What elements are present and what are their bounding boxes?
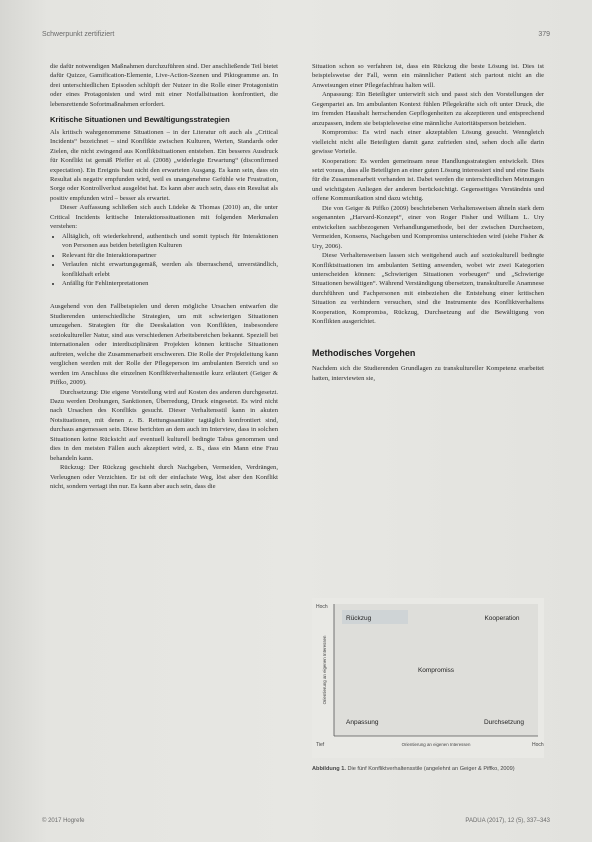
y-axis-title: Orientierung an eigenen Interessen	[322, 635, 327, 705]
paragraph: Rückzug: Der Rückzug geschieht durch Nachgeben, Vermeiden, Verdrängen, Verleugnen oder Verzichten. Er ist oft der einfachste Weg, löst aber den Konflikt nicht, sondern vertagt ihn nur. Es kann aber auch sein, dass die	[50, 464, 278, 491]
paragraph: Als kritisch wahrgenommene Situationen – in der Literatur oft auch als „Critical Incidents“ bezeichnet – sind Konflikte zwischen Kulturen, Werten, Standards oder Zielen, die nicht zwingend aus Konfliktsituationen entstehen. Ein besseres Ausdruck für Konflikt ist gemäß Pfeffer et al. (2008) „widerlegte Erwartung“ (disconfirmed expectation). Ein Ereignis baut nicht den erwarteten Ausgang. Es kann sein, dass ein Resultat als negativ empfunden wird, weil es unangenehme Gefühle wie Frustration, Sorge oder Kontrollverlust ausgelöst hat. Es kann aber auch sein, dass ein Resultat als positiv empfunden wird – besser als erwartet.	[50, 128, 278, 202]
list-item: • Relevant für die Interaktionspartner	[62, 251, 278, 260]
durchsetzung-label: Durchsetzung	[483, 719, 525, 726]
footer-publisher: © 2017 Hogrefe	[42, 818, 85, 824]
spacer	[312, 327, 544, 349]
paragraph: Situation schon so verfahren ist, dass ein Rückzug die beste Lösung ist. Dies ist beispielsweise der Fall, wenn ein männlicher Patient sich partout nicht an die Anweisungen einer Pflegefachfrau halten will.	[312, 63, 544, 89]
list-item: • Anfällig für Fehlinterpretationen	[62, 279, 278, 288]
paragraph: Kompromiss: Es wird nach einer akzeptablen Lösung gesucht. Wenngleich vielleicht nicht alle Beteiligten damit ganz zufrieden sind, sehen doch alle darin gewisse Vorteile.	[312, 129, 544, 156]
right-column	[312, 62, 544, 383]
rueckzug-label: Rückzug	[346, 615, 372, 622]
paragraph: Durchsetzung: Die eigene Vorstellung wird auf Kosten des anderen durchgesetzt. Dazu werden Drohungen, Sanktionen, Überredung, Druck eingesetzt. Es wird nicht nach Ursachen des Konflikts gesucht. Dieser Verhaltensstil kann in akuten Notsituationen, mit denen z. B. Rettungssanitäter tagtäglich konfrontiert sind, durchaus angemessen sein. Diese berichten an dem auch im Interview, dass in solchen Situationen keine Rücksicht auf eventuell kulturell bedingte Tabus genommen und dies in den meisten Fällen auch akzeptiert wird, z. B., dass ein Mann eine Frau behandeln kann.	[50, 388, 278, 462]
page-footer	[42, 818, 550, 828]
y-axis-high-label: Hoch	[316, 604, 328, 610]
section-heading: Methodisches Vorgehen	[312, 347, 416, 358]
paragraph: Kooperation: Es werden gemeinsam neue Handlungsstrategien entwickelt. Dies setzt voraus, dass alle Beteiligten an einer guten Lösung interessiert sind und eine Basis für die Zusammenarbeit vorhanden ist. Dabei werden die unterschiedlichen Meinungen und wichtigsten Anliegen der anderen berücksichtigt. Gegenseitiges Verständnis und offene Kommunikation sind dazu wichtig.	[312, 157, 544, 203]
page-number: 379	[538, 31, 550, 38]
spacer	[50, 288, 278, 302]
x-axis-title: Orientierung an eigenen Interessen	[401, 742, 471, 747]
conflict-styles-diagram	[312, 598, 544, 758]
paragraph: Diese Verhaltensweisen lassen sich weitgehend auch auf soziokulturell bedingte Konfliktsituationen im ambulanten Setting anwenden, wobei wir zwei Kategorien unterscheiden können: „Schwierigen Situationen vorbeugen“ und „Schwierige Situationen bewältigen“. Während Verständigung übersetzen, transkulturelle Anamnese durchführen und Fachpersonen mit einbeziehen die Entstehung einer kritischen Situation zu verhindern versuchen, sind die Instrumente des Konfliktverhaltens Kooperation, Kompromiss, Rückzug, Durchsetzung auf die Bewältigung von Konflikten ausgerichtet.	[312, 252, 544, 326]
figure-caption-text: Die fünf Konfliktverhaltensstile (angelehnt an Geiger & Piffko, 2009)	[347, 766, 515, 772]
paragraph: Anpassung: Ein Beteiligter unterwirft sich und passt sich den Vorstellungen der Gegenpartei an. Im ambulanten Kontext fühlen Pflegekräfte sich oft unter Druck, die im fremden Haushalt herrschenden Gepflogenheiten zu akzeptieren und entsprechend anzupassen, indem sie beispielsweise eine männliche Autoritätsperson beiziehen.	[312, 91, 544, 127]
bullet-list	[50, 232, 278, 289]
header-section-title: Schwerpunkt zertifiziert	[42, 31, 115, 38]
section-heading: Kritische Situationen und Bewältigungsstrategien	[50, 115, 230, 125]
figure-caption	[312, 766, 544, 773]
paragraph: Nachdem sich die Studierenden Grundlagen zu transkultureller Kompetenz erarbeitet hatten, interviewten sie,	[312, 365, 544, 382]
x-axis-high-label: Hoch	[532, 742, 544, 748]
figure-caption-label: Abbildung 1.	[312, 766, 346, 772]
running-header	[42, 31, 550, 43]
footer-citation: PADUA (2017), 12 (5), 337–343	[465, 818, 550, 824]
paragraph: die dafür notwendigen Maßnahmen durchzuführen sind. Der anschließende Teil bietet dafür Quizze, Gamification-Elemente, Live-Action-Szenen und Piktogramme an. In drei unterschiedlichen Episoden schlüpft der Nutzer in die Rolle einer Protagonistin oder eines Protagonisten und wird mit einer Notfallsituation konfrontiert, die lebensrettende Sofortmaßnahmen erfordert.	[50, 63, 278, 108]
paragraph: Dieser Auffassung schließen sich auch Lüdeke & Thomas (2010) an, die unter Critical Incidents kritische Interaktionssituationen mit folgenden Merkmalen verstehen:	[50, 204, 278, 231]
paragraph: Ausgehend von den Fallbeispielen und deren mögliche Ursachen entwarfen die Studierenden unterschiedliche Strategien, um mit schwierigen Situationen umzugehen. Strategien für die Deeskalation von Konflikten, insbesondere soziokultureller Natur, sind aus verschiedenen Arbeitsbereichen bekannt. Speziell bei internationalen oder interdisziplinären Projekten können kritische Situationen auftreten, welche die Zusammenarbeit erschweren. Die Rolle der Projektleitung kann verglichen werden mit der Rolle der Pflegeperson im ambulanten Bereich und so werden im Anschluss die einzelnen Konfliktverhaltensstile kurz erläutert (Geiger & Piffko, 2009).	[50, 303, 278, 387]
list-item: • Alltäglich, oft wiederkehrend, authentisch und somit typisch für Interaktionen von Personen aus beiden beteiligten Kulturen	[62, 232, 278, 251]
kompromiss-label: Kompromiss	[417, 667, 455, 674]
list-item: • Verlaufen nicht erwartungsgemäß, werden als überraschend, unverständlich, konflikthaft erlebt	[62, 260, 278, 279]
kooperation-label: Kooperation	[484, 615, 520, 622]
anpassung-label: Anpassung	[346, 719, 379, 726]
paragraph: Die von Geiger & Piffko (2009) beschriebenen Verhaltensweisen ähneln stark dem sogenannten „Harvard-Konzept“, einer von Roger Fisher und William L. Ury entwickelten sachbezogenen Verhandlungsmethode, bei der zwischen Durchsetzen, Vermeiden, Konsens, Nachgeben und Kompromiss unterschieden wird (siehe Fisher & Ury, 2006).	[312, 204, 544, 250]
y-axis-low-label: Tief	[316, 742, 325, 748]
left-column	[50, 62, 278, 491]
